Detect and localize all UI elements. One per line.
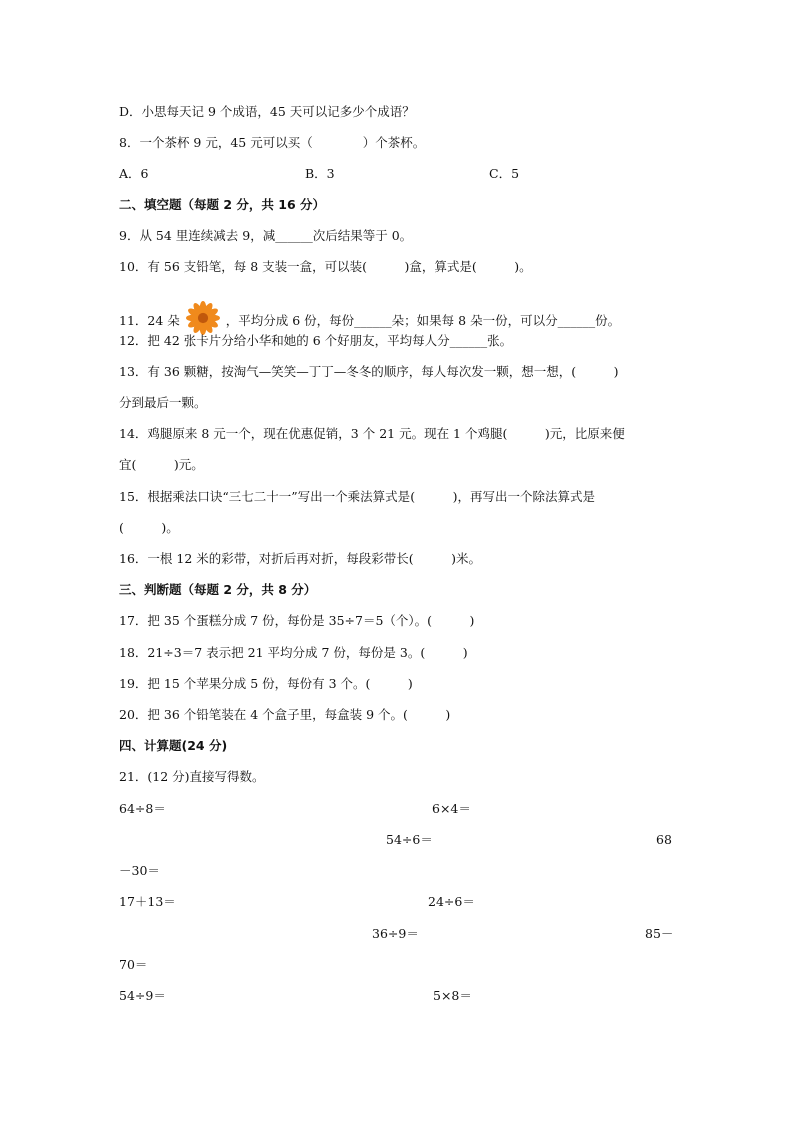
calc-item: 6×4＝ xyxy=(432,801,471,816)
question-7-option-d: D．小思每天记 9 个成语，45 天可以记多少个成语？ xyxy=(119,104,415,119)
question-10: 10．有 56 支铅笔，每 8 支装一盒，可以装( )盒，算式是( )。 xyxy=(119,259,532,274)
question-8: 8．一个茶杯 9 元，45 元可以买（ ）个茶杯。 xyxy=(119,135,426,150)
question-13-line-1: 13．有 36 颗糖，按淘气—笑笑—丁丁—冬冬的顺序，每人每次发一颗，想一想，( ) xyxy=(119,364,619,379)
calc-item: 5×8＝ xyxy=(433,988,472,1003)
question-18: 18．21÷3＝7 表示把 21 平均分成 7 份，每份是 3。( ) xyxy=(119,645,468,660)
question-11-part-b: ，平均分成 6 份，每份______朵；如果每 8 朵一份，可以分______份。 xyxy=(225,313,621,328)
calc-item: 54÷6＝ xyxy=(386,832,433,847)
calc-item: 64÷8＝ xyxy=(119,801,166,816)
section-2-heading: 二、填空题（每题 2 分，共 16 分） xyxy=(119,197,326,212)
calc-item: 85－ xyxy=(645,926,674,941)
question-12: 12．把 42 张卡片分给小华和她的 6 个好朋友，平均每人分______张。 xyxy=(119,333,513,348)
question-9: 9．从 54 里连续减去 9，减______次后结果等于 0。 xyxy=(119,228,413,243)
section-3-heading: 三、判断题（每题 2 分，共 8 分） xyxy=(119,582,317,597)
question-21: 21．(12 分)直接写得数。 xyxy=(119,769,265,784)
question-8-option-c: C．5 xyxy=(489,166,520,181)
question-11 xyxy=(119,301,620,335)
calc-item: 24÷6＝ xyxy=(428,894,475,909)
calc-item: 70＝ xyxy=(119,957,148,972)
question-14-line-2: 宜( )元。 xyxy=(119,457,204,472)
question-14-line-1: 14．鸡腿原来 8 元一个，现在优惠促销，3 个 21 元。现在 1 个鸡腿( )元，比原来便 xyxy=(119,426,625,441)
question-19: 19．把 15 个苹果分成 5 份，每份有 3 个。( ) xyxy=(119,676,413,691)
question-17: 17．把 35 个蛋糕分成 7 份，每份是 35÷7＝5（个）。( ) xyxy=(119,613,475,628)
question-11-part-a: 11．24 朵 xyxy=(119,313,180,328)
flower-icon xyxy=(186,301,220,335)
calc-item: －30＝ xyxy=(119,863,160,878)
question-15-line-2: ( )。 xyxy=(119,520,179,535)
calc-item: 17＋13＝ xyxy=(119,894,176,909)
calc-item: 68 xyxy=(656,832,672,847)
question-13-line-2: 分到最后一颗。 xyxy=(119,395,207,410)
question-15-line-1: 15．根据乘法口诀“三七二十一”写出一个乘法算式是( )，再写出一个除法算式是 xyxy=(119,489,595,504)
question-20: 20．把 36 个铅笔装在 4 个盒子里，每盒装 9 个。( ) xyxy=(119,707,451,722)
question-8-option-b: B．3 xyxy=(305,166,335,181)
question-16: 16．一根 12 米的彩带，对折后再对折，每段彩带长( )米。 xyxy=(119,551,482,566)
calc-item: 36÷9＝ xyxy=(372,926,419,941)
section-4-heading: 四、计算题(24 分) xyxy=(119,738,228,753)
question-8-option-a: A．6 xyxy=(119,166,149,181)
calc-item: 54÷9＝ xyxy=(119,988,166,1003)
